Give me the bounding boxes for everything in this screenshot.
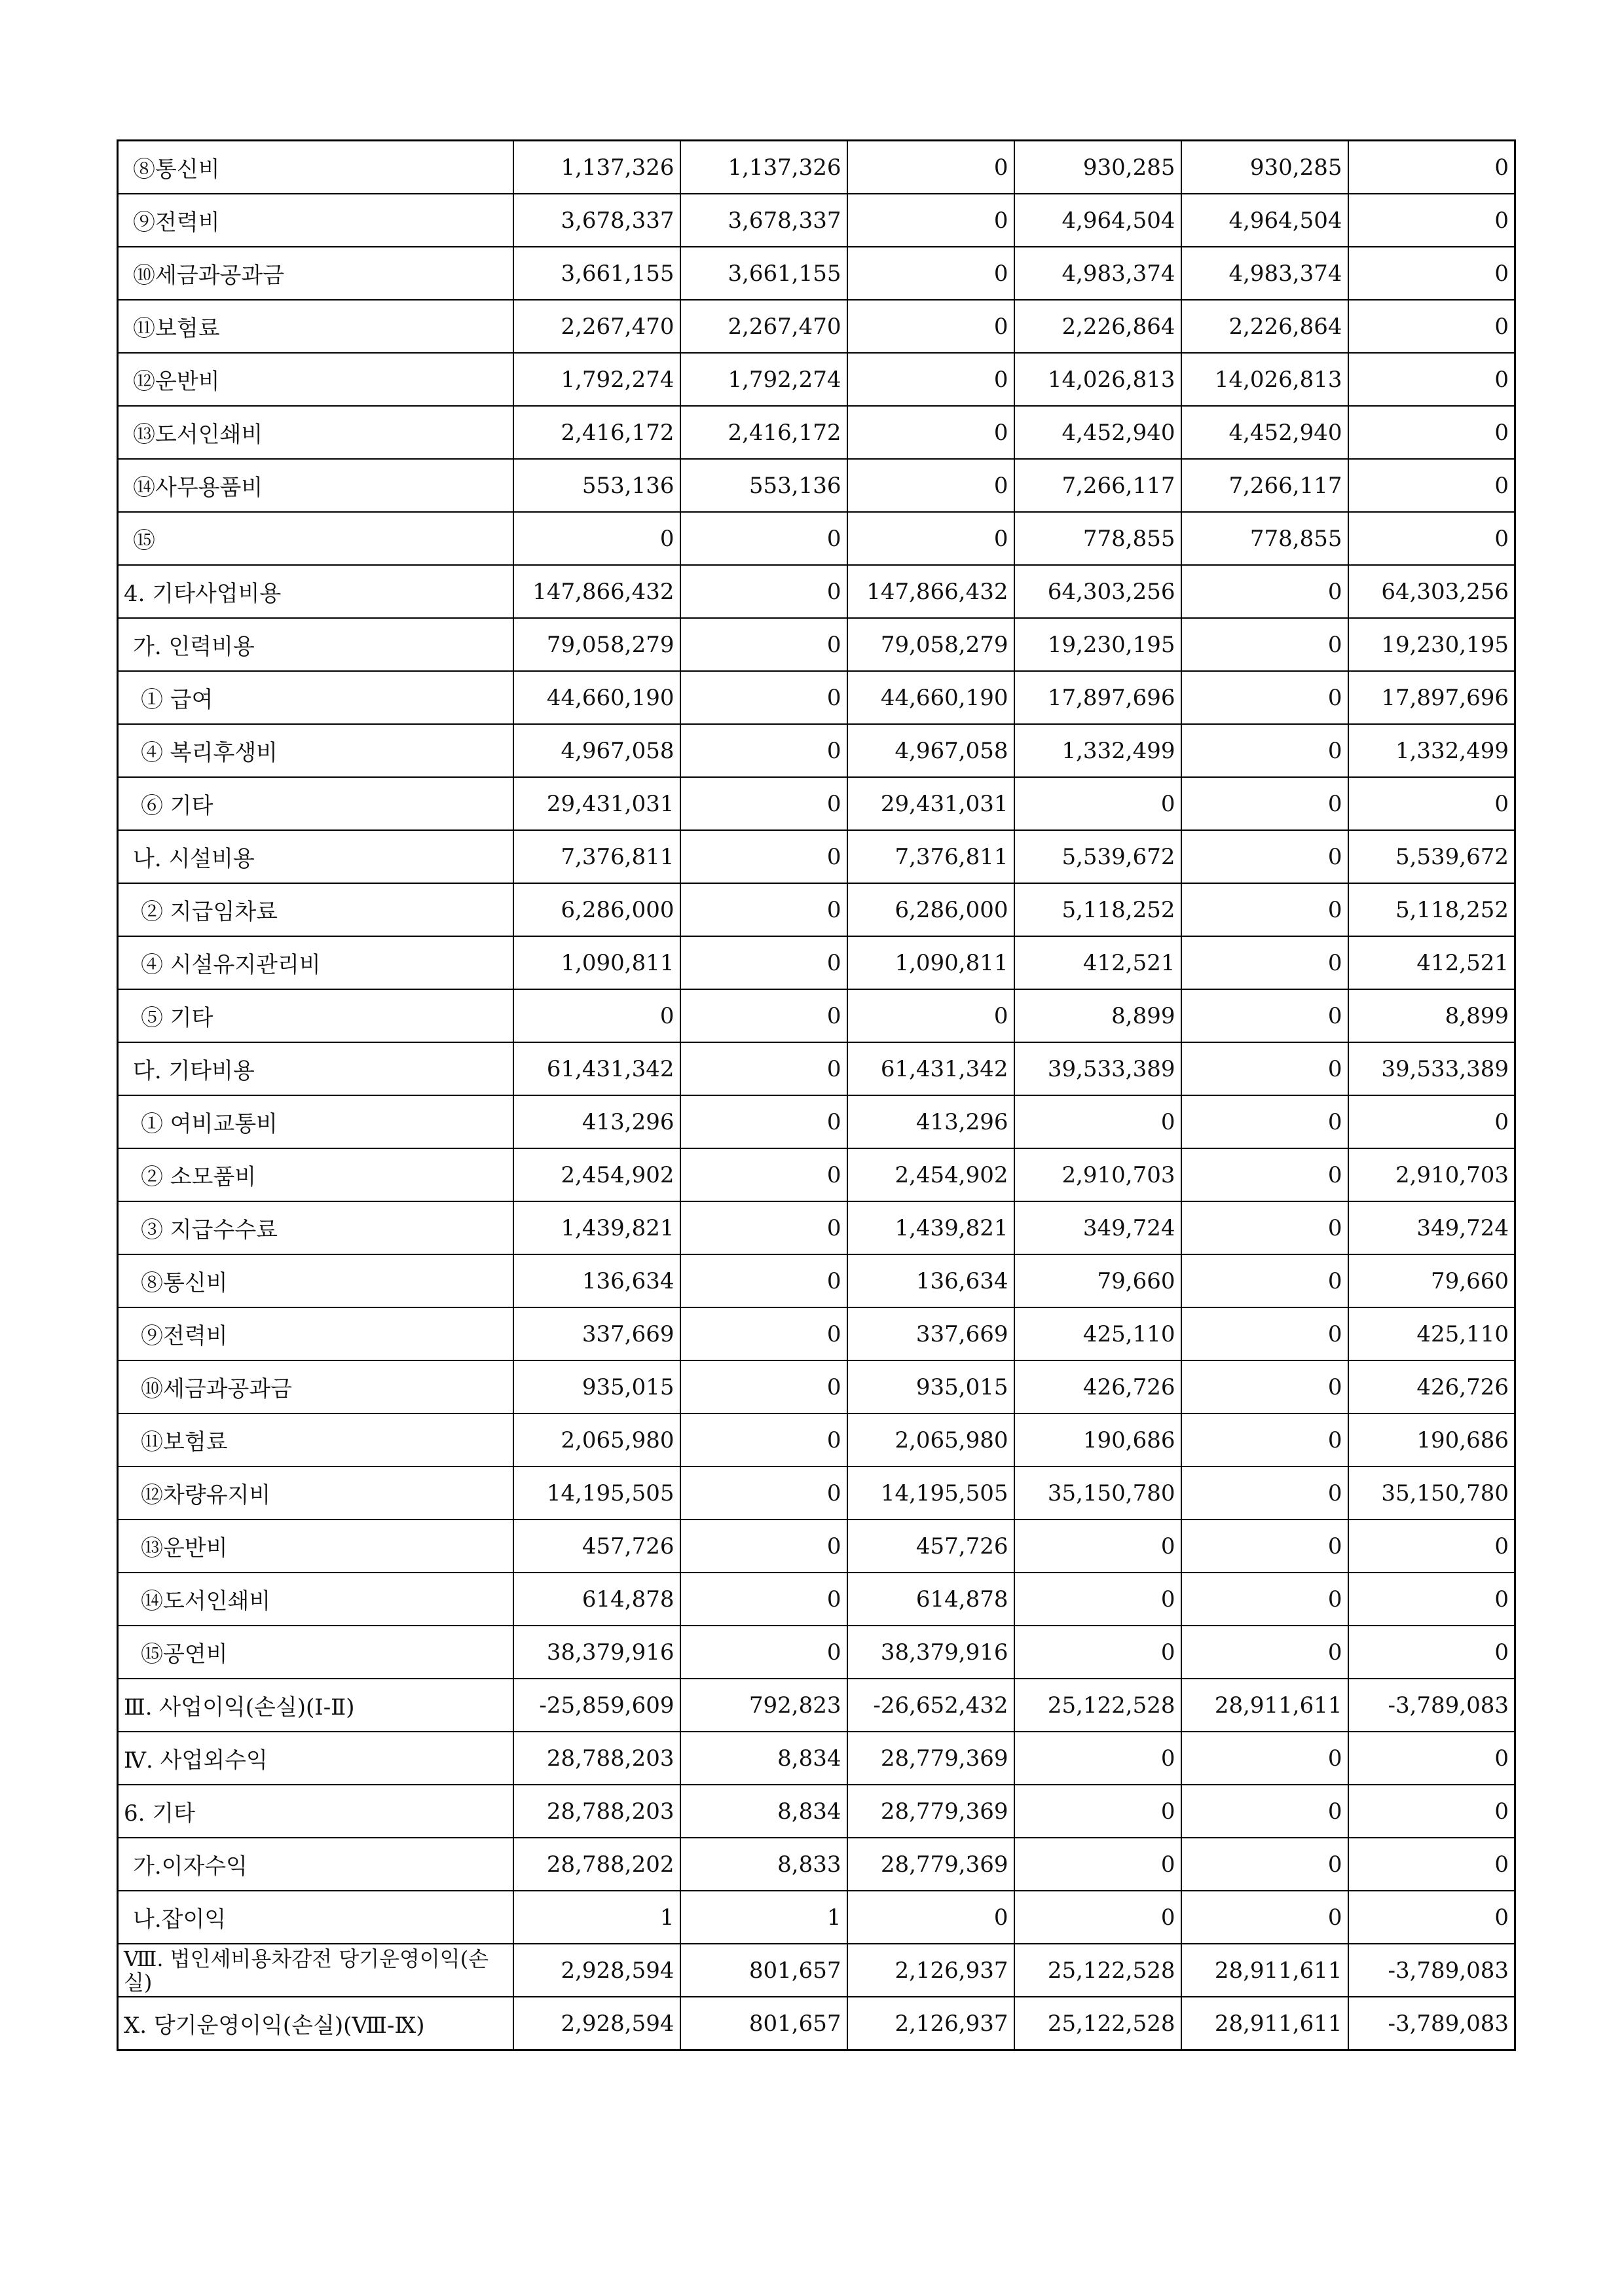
value-cell: 0 (1181, 724, 1348, 777)
row-label: ⑫운반비 (118, 353, 513, 406)
value-cell: 412,521 (1014, 936, 1181, 989)
value-cell: 0 (513, 989, 680, 1042)
value-cell: 0 (1348, 512, 1515, 565)
value-cell: 2,267,470 (680, 300, 847, 353)
value-cell: 136,634 (513, 1254, 680, 1307)
value-cell: 0 (1348, 1732, 1515, 1785)
value-cell: 7,266,117 (1014, 459, 1181, 512)
value-cell: 349,724 (1014, 1201, 1181, 1254)
value-cell: 0 (1181, 777, 1348, 830)
value-cell: 0 (680, 1201, 847, 1254)
value-cell: 3,661,155 (680, 247, 847, 300)
table-row (118, 1095, 1515, 1148)
value-cell: 930,285 (1014, 141, 1181, 194)
value-cell: 0 (1014, 777, 1181, 830)
value-cell: 61,431,342 (847, 1042, 1014, 1095)
value-cell: 4,967,058 (847, 724, 1014, 777)
value-cell: 413,296 (513, 1095, 680, 1148)
row-label: ① 여비교통비 (118, 1095, 513, 1148)
value-cell: 0 (1181, 1573, 1348, 1626)
value-cell: 61,431,342 (513, 1042, 680, 1095)
value-cell: 0 (1348, 1573, 1515, 1626)
value-cell: 3,678,337 (680, 194, 847, 247)
value-cell: 412,521 (1348, 936, 1515, 989)
value-cell: 778,855 (1181, 512, 1348, 565)
value-cell: 0 (1014, 1626, 1181, 1679)
row-label: Ⅷ. 법인세비용차감전 당기운영이익(손실) (118, 1944, 513, 1997)
value-cell: 0 (1181, 989, 1348, 1042)
row-label: ⑪보험료 (118, 300, 513, 353)
table-row (118, 1520, 1515, 1573)
value-cell: 1 (513, 1891, 680, 1944)
value-cell: 0 (847, 247, 1014, 300)
value-cell: 778,855 (1014, 512, 1181, 565)
value-cell: 0 (1181, 1891, 1348, 1944)
value-cell: 0 (1348, 459, 1515, 512)
value-cell: 0 (1181, 1785, 1348, 1838)
value-cell: 79,058,279 (513, 618, 680, 671)
value-cell: 28,911,611 (1181, 1944, 1348, 1997)
row-label: ① 급여 (118, 671, 513, 724)
value-cell: 0 (680, 1520, 847, 1573)
value-cell: 3,678,337 (513, 194, 680, 247)
value-cell: 28,788,203 (513, 1732, 680, 1785)
value-cell: 14,026,813 (1181, 353, 1348, 406)
value-cell: 136,634 (847, 1254, 1014, 1307)
table-row (118, 1201, 1515, 1254)
row-label: ⑤ 기타 (118, 989, 513, 1042)
value-cell: 553,136 (513, 459, 680, 512)
value-cell: 0 (680, 1413, 847, 1467)
value-cell: 0 (1348, 1785, 1515, 1838)
value-cell: 17,897,696 (1348, 671, 1515, 724)
value-cell: 0 (1181, 830, 1348, 883)
row-label: ⑨전력비 (118, 1307, 513, 1360)
value-cell: 0 (1181, 1042, 1348, 1095)
value-cell: 190,686 (1348, 1413, 1515, 1467)
value-cell: 426,726 (1348, 1360, 1515, 1413)
value-cell: 38,379,916 (513, 1626, 680, 1679)
value-cell: 801,657 (680, 1997, 847, 2050)
value-cell: 2,416,172 (513, 406, 680, 459)
value-cell: -3,789,083 (1348, 1679, 1515, 1732)
value-cell: 6,286,000 (847, 883, 1014, 936)
value-cell: 0 (1348, 1838, 1515, 1891)
row-label: ⑫차량유지비 (118, 1467, 513, 1520)
value-cell: 0 (513, 512, 680, 565)
value-cell: 0 (680, 777, 847, 830)
table-row (118, 1626, 1515, 1679)
value-cell: 29,431,031 (513, 777, 680, 830)
value-cell: 25,122,528 (1014, 1944, 1181, 1997)
row-label: 가. 인력비용 (118, 618, 513, 671)
value-cell: 79,058,279 (847, 618, 1014, 671)
value-cell: 0 (1181, 1201, 1348, 1254)
value-cell: 8,899 (1348, 989, 1515, 1042)
value-cell: 7,266,117 (1181, 459, 1348, 512)
value-cell: 6,286,000 (513, 883, 680, 936)
value-cell: 0 (1348, 141, 1515, 194)
row-label: ③ 지급수수료 (118, 1201, 513, 1254)
value-cell: 0 (1181, 1838, 1348, 1891)
value-cell: 8,833 (680, 1838, 847, 1891)
row-label: 6. 기타 (118, 1785, 513, 1838)
row-label: ⑮공연비 (118, 1626, 513, 1679)
row-label: ⑬운반비 (118, 1520, 513, 1573)
value-cell: 0 (680, 1467, 847, 1520)
value-cell: 553,136 (680, 459, 847, 512)
table-row (118, 1997, 1515, 2050)
value-cell: 425,110 (1348, 1307, 1515, 1360)
value-cell: 79,660 (1348, 1254, 1515, 1307)
table-row (118, 1785, 1515, 1838)
value-cell: 64,303,256 (1348, 565, 1515, 618)
value-cell: 0 (680, 1095, 847, 1148)
table-row (118, 1360, 1515, 1413)
value-cell: 2,267,470 (513, 300, 680, 353)
table-row (118, 1891, 1515, 1944)
value-cell: 1,439,821 (847, 1201, 1014, 1254)
value-cell: 0 (1348, 1626, 1515, 1679)
row-label: ⑩세금과공과금 (118, 247, 513, 300)
value-cell: 19,230,195 (1014, 618, 1181, 671)
value-cell: 0 (847, 512, 1014, 565)
table-row (118, 406, 1515, 459)
value-cell: 0 (680, 724, 847, 777)
value-cell: 4,983,374 (1181, 247, 1348, 300)
value-cell: 29,431,031 (847, 777, 1014, 830)
row-label: 다. 기타비용 (118, 1042, 513, 1095)
value-cell: 0 (847, 141, 1014, 194)
row-label: ⑪보험료 (118, 1413, 513, 1467)
value-cell: 337,669 (513, 1307, 680, 1360)
value-cell: 0 (1181, 1520, 1348, 1573)
table-row (118, 1679, 1515, 1732)
value-cell: 8,834 (680, 1785, 847, 1838)
table-row (118, 512, 1515, 565)
value-cell: 614,878 (847, 1573, 1014, 1626)
value-cell: 614,878 (513, 1573, 680, 1626)
value-cell: 0 (680, 883, 847, 936)
value-cell: 2,454,902 (513, 1148, 680, 1201)
value-cell: 0 (1014, 1732, 1181, 1785)
value-cell: 0 (1181, 1148, 1348, 1201)
table-row (118, 565, 1515, 618)
table-row (118, 1573, 1515, 1626)
value-cell: 8,899 (1014, 989, 1181, 1042)
value-cell: 0 (680, 1307, 847, 1360)
value-cell: 5,539,672 (1348, 830, 1515, 883)
value-cell: 0 (1348, 353, 1515, 406)
table-row (118, 1467, 1515, 1520)
value-cell: -25,859,609 (513, 1679, 680, 1732)
value-cell: 25,122,528 (1014, 1679, 1181, 1732)
value-cell: 425,110 (1014, 1307, 1181, 1360)
value-cell: 0 (1348, 194, 1515, 247)
value-cell: 792,823 (680, 1679, 847, 1732)
value-cell: 1,090,811 (513, 936, 680, 989)
value-cell: 0 (680, 1626, 847, 1679)
value-cell: 1 (680, 1891, 847, 1944)
value-cell: 2,226,864 (1014, 300, 1181, 353)
value-cell: 4,964,504 (1181, 194, 1348, 247)
value-cell: 5,118,252 (1348, 883, 1515, 936)
table-row (118, 247, 1515, 300)
value-cell: 79,660 (1014, 1254, 1181, 1307)
value-cell: 1,137,326 (513, 141, 680, 194)
value-cell: 14,195,505 (513, 1467, 680, 1520)
value-cell: 39,533,389 (1014, 1042, 1181, 1095)
row-label: Ⅲ. 사업이익(손실)(Ⅰ-Ⅱ) (118, 1679, 513, 1732)
value-cell: 801,657 (680, 1944, 847, 1997)
value-cell: 28,911,611 (1181, 1679, 1348, 1732)
value-cell: 935,015 (513, 1360, 680, 1413)
value-cell: -3,789,083 (1348, 1997, 1515, 2050)
table-row (118, 194, 1515, 247)
value-cell: 1,332,499 (1348, 724, 1515, 777)
table-row (118, 1148, 1515, 1201)
value-cell: 0 (1348, 1891, 1515, 1944)
value-cell: 0 (1014, 1520, 1181, 1573)
row-label: 4. 기타사업비용 (118, 565, 513, 618)
value-cell: 2,126,937 (847, 1944, 1014, 1997)
value-cell: 0 (680, 1360, 847, 1413)
value-cell: 25,122,528 (1014, 1997, 1181, 2050)
value-cell: 0 (1181, 1732, 1348, 1785)
table-row (118, 1838, 1515, 1891)
value-cell: 190,686 (1014, 1413, 1181, 1467)
value-cell: 4,452,940 (1181, 406, 1348, 459)
value-cell: 2,910,703 (1348, 1148, 1515, 1201)
value-cell: 0 (680, 1254, 847, 1307)
table-row (118, 1254, 1515, 1307)
row-label: ⑭도서인쇄비 (118, 1573, 513, 1626)
value-cell: 349,724 (1348, 1201, 1515, 1254)
value-cell: 17,897,696 (1014, 671, 1181, 724)
value-cell: 38,379,916 (847, 1626, 1014, 1679)
value-cell: 0 (680, 671, 847, 724)
value-cell: 0 (1181, 883, 1348, 936)
value-cell: 0 (680, 618, 847, 671)
value-cell: 0 (1181, 565, 1348, 618)
value-cell: 2,065,980 (513, 1413, 680, 1467)
table-row (118, 724, 1515, 777)
value-cell: 3,661,155 (513, 247, 680, 300)
value-cell: 14,026,813 (1014, 353, 1181, 406)
table-row (118, 459, 1515, 512)
table-row (118, 353, 1515, 406)
value-cell: 28,788,203 (513, 1785, 680, 1838)
table-row (118, 830, 1515, 883)
value-cell: 2,226,864 (1181, 300, 1348, 353)
value-cell: 28,911,611 (1181, 1997, 1348, 2050)
value-cell: 0 (1181, 1413, 1348, 1467)
row-label: Ⅹ. 당기운영이익(손실)(Ⅷ-Ⅸ) (118, 1997, 513, 2050)
value-cell: 4,967,058 (513, 724, 680, 777)
value-cell: 0 (680, 565, 847, 618)
value-cell: 0 (847, 989, 1014, 1042)
value-cell: 14,195,505 (847, 1467, 1014, 1520)
value-cell: 28,779,369 (847, 1732, 1014, 1785)
value-cell: 2,454,902 (847, 1148, 1014, 1201)
value-cell: 0 (1348, 1095, 1515, 1148)
value-cell: 0 (847, 1891, 1014, 1944)
value-cell: 0 (680, 989, 847, 1042)
value-cell: 0 (1348, 406, 1515, 459)
value-cell: 0 (1014, 1891, 1181, 1944)
value-cell: 0 (1014, 1838, 1181, 1891)
value-cell: 8,834 (680, 1732, 847, 1785)
value-cell: 457,726 (513, 1520, 680, 1573)
value-cell: 0 (680, 1042, 847, 1095)
value-cell: 0 (1181, 1254, 1348, 1307)
value-cell: 935,015 (847, 1360, 1014, 1413)
row-label: 나.잡이익 (118, 1891, 513, 1944)
table-row (118, 883, 1515, 936)
value-cell: 0 (680, 512, 847, 565)
row-label: ⑮ (118, 512, 513, 565)
value-cell: -3,789,083 (1348, 1944, 1515, 1997)
value-cell: 0 (847, 353, 1014, 406)
value-cell: 5,539,672 (1014, 830, 1181, 883)
value-cell: 1,792,274 (513, 353, 680, 406)
value-cell: 0 (1181, 1626, 1348, 1679)
value-cell: 1,332,499 (1014, 724, 1181, 777)
value-cell: 4,452,940 (1014, 406, 1181, 459)
value-cell: 7,376,811 (847, 830, 1014, 883)
value-cell: 64,303,256 (1014, 565, 1181, 618)
value-cell: 44,660,190 (847, 671, 1014, 724)
row-label: 가.이자수익 (118, 1838, 513, 1891)
value-cell: 426,726 (1014, 1360, 1181, 1413)
value-cell: 0 (1014, 1095, 1181, 1148)
value-cell: 0 (847, 459, 1014, 512)
row-label: Ⅳ. 사업외수익 (118, 1732, 513, 1785)
table-row (118, 777, 1515, 830)
value-cell: 0 (1181, 1095, 1348, 1148)
value-cell: 28,779,369 (847, 1785, 1014, 1838)
row-label: ⑩세금과공과금 (118, 1360, 513, 1413)
value-cell: 1,090,811 (847, 936, 1014, 989)
row-label: ⑧통신비 (118, 1254, 513, 1307)
value-cell: 0 (680, 936, 847, 989)
table-row (118, 618, 1515, 671)
value-cell: 147,866,432 (513, 565, 680, 618)
value-cell: 0 (1014, 1785, 1181, 1838)
value-cell: 0 (1014, 1573, 1181, 1626)
table-row (118, 1413, 1515, 1467)
value-cell: 0 (680, 1573, 847, 1626)
value-cell: 4,964,504 (1014, 194, 1181, 247)
value-cell: 5,118,252 (1014, 883, 1181, 936)
table-row (118, 671, 1515, 724)
value-cell: 930,285 (1181, 141, 1348, 194)
value-cell: 0 (680, 1148, 847, 1201)
row-label: ④ 복리후생비 (118, 724, 513, 777)
table-row (118, 1307, 1515, 1360)
value-cell: 28,779,369 (847, 1838, 1014, 1891)
row-label: ④ 시설유지관리비 (118, 936, 513, 989)
value-cell: 0 (847, 406, 1014, 459)
row-label: ⑨전력비 (118, 194, 513, 247)
row-label: ⑭사무용품비 (118, 459, 513, 512)
value-cell: 44,660,190 (513, 671, 680, 724)
value-cell: 0 (1348, 1520, 1515, 1573)
value-cell: 39,533,389 (1348, 1042, 1515, 1095)
value-cell: 1,439,821 (513, 1201, 680, 1254)
table-row (118, 1944, 1515, 1997)
value-cell: 1,792,274 (680, 353, 847, 406)
value-cell: 35,150,780 (1348, 1467, 1515, 1520)
value-cell: 2,928,594 (513, 1997, 680, 2050)
value-cell: 0 (1181, 618, 1348, 671)
row-label: ⑬도서인쇄비 (118, 406, 513, 459)
financial-statement-table (117, 139, 1516, 2051)
value-cell: 2,928,594 (513, 1944, 680, 1997)
row-label: ⑧통신비 (118, 141, 513, 194)
value-cell: 0 (847, 194, 1014, 247)
value-cell: 1,137,326 (680, 141, 847, 194)
value-cell: 0 (847, 300, 1014, 353)
value-cell: 0 (1181, 1307, 1348, 1360)
value-cell: 413,296 (847, 1095, 1014, 1148)
value-cell: 2,065,980 (847, 1413, 1014, 1467)
row-label: ② 소모품비 (118, 1148, 513, 1201)
value-cell: 2,416,172 (680, 406, 847, 459)
table-row (118, 1042, 1515, 1095)
value-cell: 35,150,780 (1014, 1467, 1181, 1520)
value-cell: 0 (1348, 777, 1515, 830)
row-label: 나. 시설비용 (118, 830, 513, 883)
value-cell: 457,726 (847, 1520, 1014, 1573)
value-cell: 0 (1181, 936, 1348, 989)
row-label: ② 지급임차료 (118, 883, 513, 936)
value-cell: 0 (1348, 247, 1515, 300)
value-cell: 19,230,195 (1348, 618, 1515, 671)
value-cell: 28,788,202 (513, 1838, 680, 1891)
table-row (118, 141, 1515, 194)
row-label: ⑥ 기타 (118, 777, 513, 830)
value-cell: 2,910,703 (1014, 1148, 1181, 1201)
value-cell: 147,866,432 (847, 565, 1014, 618)
value-cell: 0 (1348, 300, 1515, 353)
value-cell: 7,376,811 (513, 830, 680, 883)
table-body (118, 141, 1515, 2050)
value-cell: 0 (1181, 1360, 1348, 1413)
table-row (118, 936, 1515, 989)
value-cell: -26,652,432 (847, 1679, 1014, 1732)
table-row (118, 300, 1515, 353)
value-cell: 0 (1181, 1467, 1348, 1520)
value-cell: 4,983,374 (1014, 247, 1181, 300)
value-cell: 0 (680, 830, 847, 883)
table-row (118, 989, 1515, 1042)
value-cell: 2,126,937 (847, 1997, 1014, 2050)
value-cell: 0 (1181, 671, 1348, 724)
value-cell: 337,669 (847, 1307, 1014, 1360)
table-row (118, 1732, 1515, 1785)
